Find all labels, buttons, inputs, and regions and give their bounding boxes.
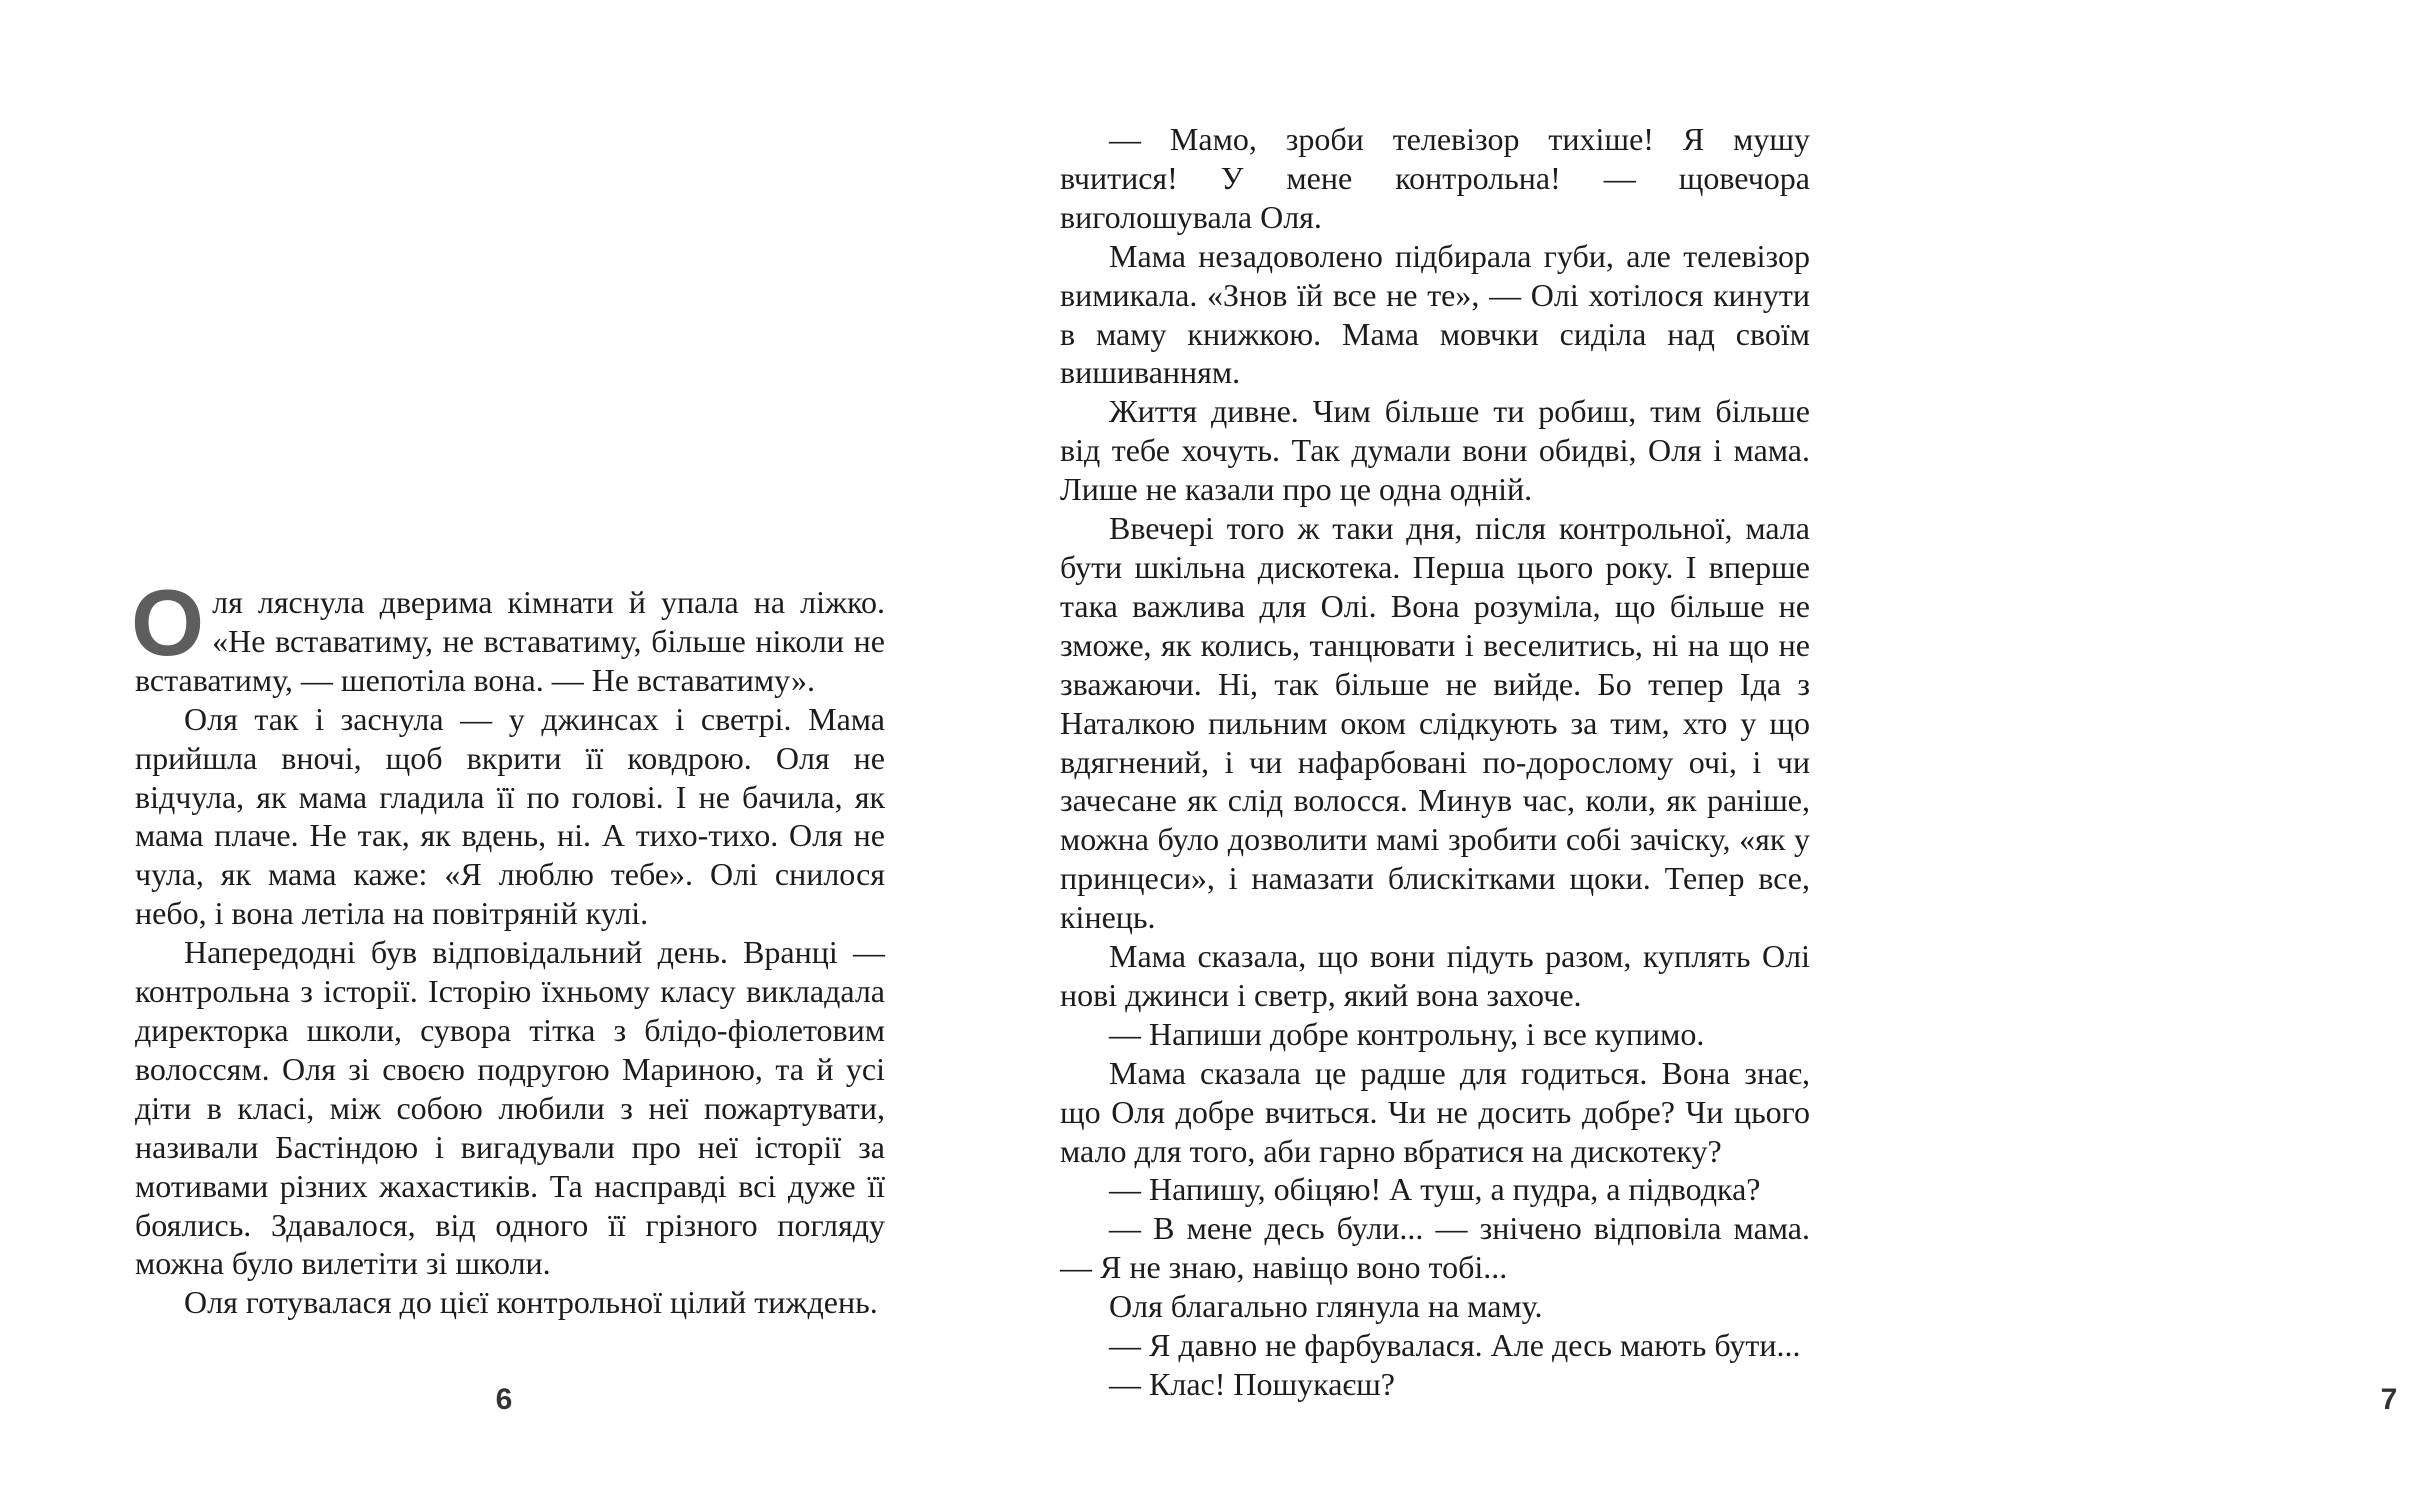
- paragraph: Оля так і заснула — у джинсах і светрі. Мама прийшла вночі, щоб вкрити її ковдрою. Оля не відчула, як мама гладила її по голові. І не бачила, як мама плаче. Не так, як вдень, ні. А тихо-тихо. Оля не чула, як мама каже: «Я люблю тебе». Олі снилося небо, і вона летіла на повітряній кулі.: [135, 700, 885, 932]
- left-page-text: [131, 570, 885, 1322]
- paragraph: Оля готувалася до цієї контрольної цілий тиждень.: [184, 1284, 878, 1321]
- paragraph: — Я давно не фарбувалася. Але десь мають бути...: [1109, 1327, 1801, 1364]
- paragraph: — Напишу, обіцяю! А туш, а пудра, а підводка?: [1109, 1171, 1761, 1208]
- paragraph: Життя дивне. Чим більше ти робиш, тим більше від тебе хочуть. Так думали вони обидві, Оля і мама. Лише не казали про це одна одній.: [1060, 393, 1810, 508]
- paragraph: — В мене десь були... — знічено відповіла мама. — Я не знаю, навіщо воно тобі...: [1060, 1210, 1810, 1286]
- paragraph: — Клас! Пошукаєш?: [1109, 1366, 1395, 1402]
- paragraph: Мама сказала це радше для годиться. Вона знає, що Оля добре вчиться. Чи не досить добре? Чи цього мало для того, аби гарно вбратися на дискотеку?: [1060, 1054, 1810, 1169]
- paragraph: Мама сказала, що вони підуть разом, куплять Олі нові джинси і светр, який вона захоче.: [1060, 938, 1810, 1013]
- paragraph: Напередодні був відповідальний день. Вранці — контрольна з історії. Історію їхньому класу викладала директорка школи, сувора тітка з блідо-фіолетовим волоссям. Оля зі своєю подругою Мариною, та й усі діти в класі, між собою любили з неї пожартувати, називали Бастіндою і вигадували про неї історії за мотивами різних жахастиків. Та насправді всі дуже її боялись. Здавалося, від одного її грізного погляду можна було вилетіти зі школи.: [135, 934, 885, 1282]
- first-paragraph: [131, 570, 885, 700]
- paragraph: — Мамо, зроби телевізор тихіше! Я мушу вчитися! У мене контрольна! — щовечора виголошувала Оля.: [1060, 121, 1810, 235]
- paragraph: — Напиши добре контрольну, і все купимо.: [1109, 1015, 1705, 1052]
- page-number-left: 6: [495, 1383, 513, 1416]
- paragraph: Оля благально глянула на маму.: [1109, 1288, 1543, 1325]
- paragraph: Мама незадоволено підбирала губи, але телевізор вимикала. «Знов їй все не те», — Олі хотілося кинути в маму книжкою. Мама мовчки сиділа над своїм вишиванням.: [1060, 237, 1810, 391]
- left-page: [0, 0, 960, 1498]
- drop-cap: О: [131, 570, 205, 675]
- right-page: [960, 0, 2398, 1498]
- page-number-right: 7: [2380, 1383, 2398, 1416]
- first-paragraph-text: ля ляснула дверима кімнати й упала на ліжко. «Не вставатиму, не вставатиму, більше ніколи не вставатиму, — шепотіла вона. — Не вставатиму».: [135, 584, 885, 698]
- right-page-text: [1060, 120, 1810, 1404]
- paragraph: Ввечері того ж таки дня, після контрольної, мала бути шкільна дискотека. Перша цього року. І вперше така важлива для Олі. Вона розуміла, що більше не зможе, як колись, танцювати і веселитись, ні на що не зважаючи. Ні, так більше не вийде. Бо тепер Іда з Наталкою пильним оком слідкують за тим, хто у що вдягнений, і чи нафарбовані по-дорослому очі, і чи зачесане як слід волосся. Минув час, коли, як раніше, можна було дозволити мамі зробити собі зачіску, «як у принцеси», і намазати блискітками щоки. Тепер все, кінець.: [1060, 510, 1810, 936]
